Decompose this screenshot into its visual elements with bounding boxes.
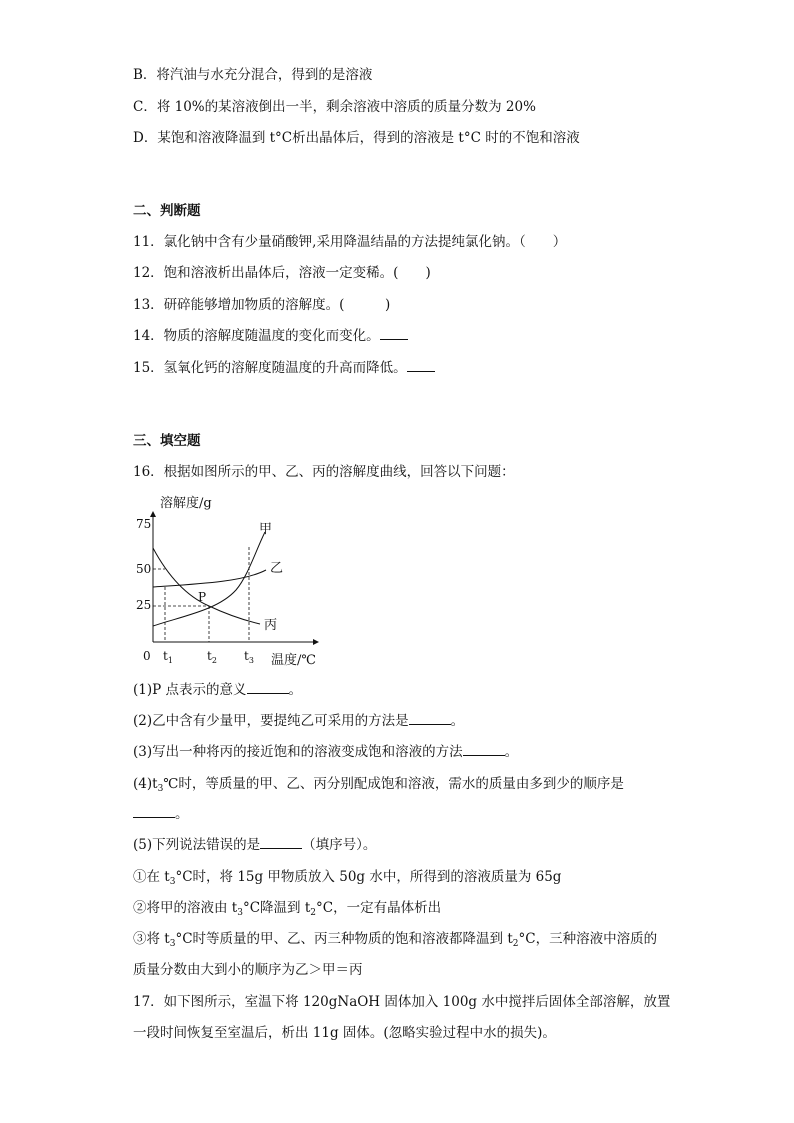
question-text: （填序号）。 <box>302 837 377 853</box>
question-14-text: 14．物质的溶解度随温度的变化而变化。 <box>133 328 380 344</box>
statement-1 <box>133 868 561 886</box>
question-12: 12．饱和溶液析出晶体后，溶液一定变稀。( ) <box>133 265 431 281</box>
y-tick-label: 50 <box>136 562 152 576</box>
section-title-judgment: 二、判断题 <box>133 203 201 219</box>
question-13: 13．研碎能够增加物质的溶解度。( ) <box>133 297 391 313</box>
question-text: ℃时，等质量的甲、乙、丙分别配成饱和溶液，需水的质量由多到少的顺序是 <box>163 776 624 792</box>
x-tick-label-t1: $t_1$ <box>163 649 173 665</box>
statement-text: ③将 t <box>133 931 170 947</box>
y-tick-label: 25 <box>136 598 152 612</box>
question-text: (1)P 点表示的意义 <box>133 682 247 698</box>
series-label-bing: 丙 <box>264 618 278 633</box>
subscript: 3 <box>169 939 176 949</box>
question-16-1 <box>133 681 302 699</box>
question-text: (3)写出一种将丙的接近饱和的溶液变成饱和溶液的方法 <box>133 744 463 760</box>
answer-blank[interactable] <box>247 681 289 694</box>
point-p-label: P <box>198 590 207 604</box>
question-16-5 <box>133 836 376 854</box>
question-16: 16．根据如图所示的甲、乙、丙的溶解度曲线，回答以下问题： <box>133 464 515 480</box>
subscript: 3 <box>237 908 243 918</box>
statement-text: °C时等质量的甲、乙、丙三种物质的饱和溶液都降温到 t <box>175 931 513 947</box>
option-d: D．某饱和溶液降温到 t°C析出晶体后，得到的溶液是 t°C 时的不饱和溶液 <box>133 130 580 146</box>
subscript: 3 <box>157 784 164 794</box>
question-16-2 <box>133 712 464 730</box>
solubility-chart <box>128 490 328 670</box>
statement-text: °C时，将 15g 甲物质放入 50g 水中，所得到的溶液质量为 65g <box>175 869 562 885</box>
statement-text: ①在 t <box>133 869 170 885</box>
question-11: 11．氯化钠中含有少量硝酸钾,采用降温结晶的方法提纯氯化钠。（ ） <box>133 234 567 250</box>
subscript: 3 <box>169 877 176 887</box>
subscript: 2 <box>512 939 519 949</box>
question-16-4-answer <box>133 805 189 823</box>
question-14 <box>133 327 408 345</box>
answer-blank[interactable] <box>407 359 435 372</box>
answer-blank[interactable] <box>380 327 408 340</box>
question-16-3 <box>133 743 518 761</box>
subscript: 2 <box>310 908 316 918</box>
punctuation: 。 <box>175 806 189 822</box>
question-15 <box>133 359 435 377</box>
option-c: C．将 10%的某溶液倒出一半，剩余溶液中溶质的质量分数为 20% <box>133 99 536 115</box>
punctuation: 。 <box>288 682 302 698</box>
y-tick-label: 75 <box>136 517 152 531</box>
statement-2 <box>133 899 441 917</box>
series-label-jia: 甲 <box>259 522 273 537</box>
punctuation: 。 <box>450 713 465 729</box>
statement-3-continued: 质量分数由大到小的顺序为乙＞甲＝丙 <box>133 962 363 978</box>
question-15-text: 15．氢氧化钙的溶解度随温度的升高而降低。 <box>133 360 407 376</box>
option-b: B．将汽油与水充分混合，得到的是溶液 <box>133 67 373 83</box>
question-text: (5)下列说法错误的是 <box>133 837 261 853</box>
punctuation: 。 <box>504 744 519 760</box>
statement-text: ②将甲的溶液由 t <box>133 900 238 916</box>
statement-text: °C，一定有晶体析出 <box>315 900 442 916</box>
statement-text: °C降温到 t <box>242 900 311 916</box>
statement-text: °C，三种溶液中溶质的 <box>518 931 658 947</box>
answer-blank[interactable] <box>260 836 302 849</box>
question-text: (2)乙中含有少量甲，要提纯乙可采用的方法是 <box>133 713 409 729</box>
answer-blank[interactable] <box>409 712 451 725</box>
answer-blank[interactable] <box>463 743 505 756</box>
answer-blank[interactable] <box>133 805 175 818</box>
y-axis-label: 溶解度/g <box>160 496 212 511</box>
section-title-fill: 三、填空题 <box>133 433 201 449</box>
question-16-4 <box>133 775 624 793</box>
series-label-yi: 乙 <box>270 561 284 576</box>
x-axis-label: 温度/℃ <box>271 653 316 668</box>
question-17-continued: 一段时间恢复至室温后，析出 11g 固体。(忽略实验过程中水的损失)。 <box>133 1025 556 1041</box>
question-text: (4)t <box>133 776 158 792</box>
x-tick-label-t3: $t_3$ <box>244 649 254 665</box>
x-tick-label-t2: $t_2$ <box>207 649 217 665</box>
statement-3 <box>133 930 657 948</box>
question-17: 17．如下图所示，室温下将 120gNaOH 固体加入 100g 水中搅拌后固体全部溶解，放置 <box>133 994 671 1010</box>
origin-label: 0 <box>143 649 151 663</box>
